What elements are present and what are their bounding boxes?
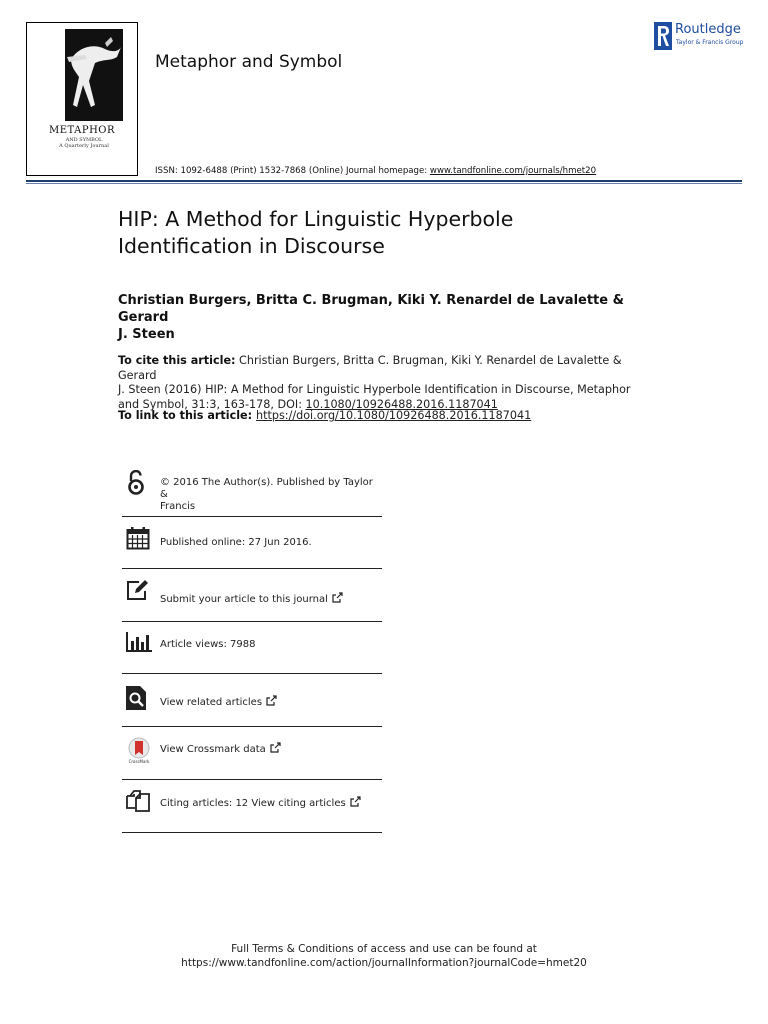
brand-name: Routledge (675, 22, 741, 37)
open-access-line2: Francis (160, 501, 196, 512)
related-text (160, 695, 277, 709)
crossmark-item[interactable] (122, 727, 382, 780)
cite-label: To cite this article: (118, 354, 236, 367)
article-title-line2: Identification in Discourse (118, 234, 385, 258)
cite-line2: J. Steen (2016) HIP: A Method for Linguistic Hyperbole Identification in Discourse, Metaphor (118, 383, 631, 396)
submit-label: Submit your article to this journal (160, 594, 328, 605)
publisher-logo[interactable] (654, 22, 750, 50)
issn-line (155, 166, 596, 176)
published-text: Published online: 27 Jun 2016. (160, 537, 312, 548)
citing-label: Citing articles: 12 View citing articles (160, 798, 346, 809)
citing-text (160, 796, 361, 810)
related-item[interactable] (122, 674, 382, 727)
cover-subtitle (37, 137, 131, 149)
related-search-icon (126, 686, 148, 710)
views-item (122, 622, 382, 674)
journal-homepage-link[interactable]: www.tandfonline.com/journals/hmet20 (429, 166, 597, 176)
doi-link[interactable]: 10.1080/10926488.2016.1187041 (305, 397, 498, 411)
open-access-text (160, 477, 382, 513)
header-divider-thin (26, 183, 742, 184)
journal-title: Metaphor and Symbol (155, 52, 343, 72)
submit-text (160, 592, 343, 606)
article-link-line (118, 409, 663, 423)
cite-line3: and Symbol, 31:3, 163-178, DOI: (118, 397, 306, 411)
cover-subtitle-text: AND SYMBOL (65, 137, 103, 143)
external-link-icon (266, 695, 277, 706)
open-access-icon (126, 470, 146, 496)
article-title-line1: HIP: A Method for Linguistic Hyperbole (118, 207, 514, 231)
edit-icon (126, 579, 150, 601)
crossmark-icon (126, 737, 152, 767)
related-label: View related articles (160, 697, 263, 708)
article-doi-link[interactable]: https://doi.org/10.1080/10926488.2016.1187041 (256, 409, 532, 422)
header-divider (26, 180, 742, 182)
cover-tagline: A Quarterly Journal (59, 143, 109, 149)
views-text: Article views: 7988 (160, 639, 256, 650)
article-title (118, 206, 678, 260)
article-info-list (122, 462, 382, 833)
cite-line1: Christian Burgers, Britta C. Brugman, Kiki Y. Renardel de Lavalette & Gerard (118, 354, 622, 382)
crossmark-caption: CrossMark (128, 759, 150, 764)
crossmark-label: View Crossmark data (160, 744, 266, 755)
citing-documents-icon (126, 790, 150, 812)
citation-block (118, 354, 663, 412)
authors-line2: J. Steen (118, 327, 175, 342)
external-link-icon (350, 796, 361, 807)
routledge-r-icon (654, 22, 672, 50)
brand-subtitle: Taylor & Francis Group (676, 39, 744, 46)
calendar-icon (126, 526, 150, 550)
open-access-line1: © 2016 The Author(s). Published by Taylor & (160, 477, 373, 500)
bar-chart-icon (126, 632, 152, 652)
crossmark-text (160, 742, 281, 756)
journal-cover (26, 22, 138, 176)
citing-item[interactable] (122, 780, 382, 833)
open-access-item (122, 462, 382, 517)
footer-terms-link[interactable]: https://www.tandfonline.com/action/journalInformation?journalCode=hmet20 (181, 957, 587, 969)
footer-line1: Full Terms & Conditions of access and use can be found at (231, 943, 537, 955)
submit-item[interactable] (122, 569, 382, 622)
cover-illustration (65, 29, 123, 121)
authors-line1: Christian Burgers, Britta C. Brugman, Kiki Y. Renardel de Lavalette & Gerard (118, 293, 624, 325)
published-item (122, 517, 382, 569)
external-link-icon (270, 742, 281, 753)
terms-footer (0, 942, 768, 970)
external-link-icon (332, 592, 343, 603)
issn-text: ISSN: 1092-6488 (Print) 1532-7868 (Online) Journal homepage: (155, 166, 430, 176)
link-label: To link to this article: (118, 409, 256, 422)
cover-title: METAPHOR (48, 125, 116, 136)
article-authors (118, 292, 658, 343)
